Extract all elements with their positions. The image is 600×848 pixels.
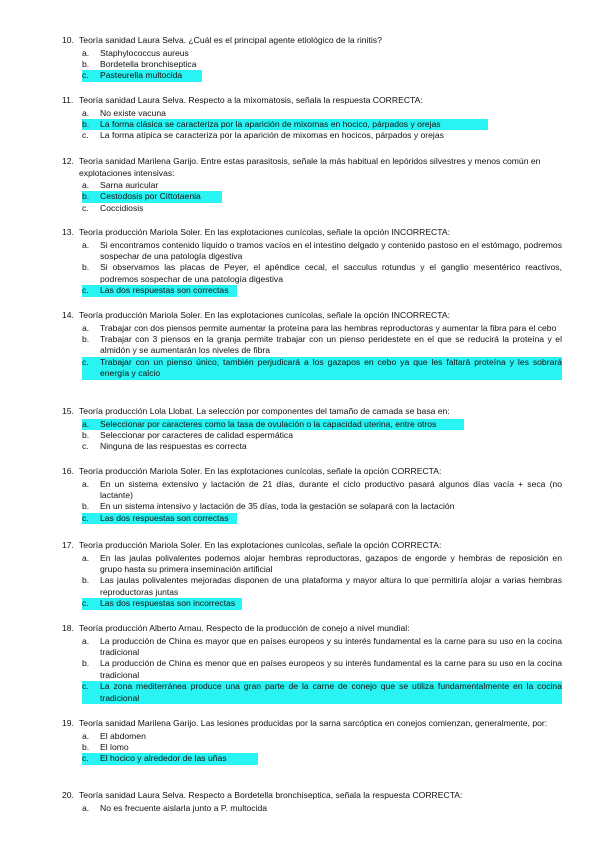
option-text: Trabajar con dos piensos permite aumentar la proteína para las hembras reproductoras y aumentar la fibra para el cebo [100, 322, 557, 333]
question-number: 14. [62, 310, 74, 320]
option-a [82, 48, 562, 59]
option-label: a. [82, 478, 90, 489]
option-label: a. [82, 47, 90, 58]
question-16 [62, 466, 562, 524]
question-number: 13. [62, 227, 74, 237]
option-label: a. [82, 180, 90, 190]
option-label: b. [82, 119, 100, 130]
option-text: Las dos respuestas son correctas [100, 285, 237, 296]
question-number: 15. [62, 406, 74, 416]
option-text: El abdomen [100, 730, 146, 741]
question-text: Teoría producción Alberto Arnau. Respecto de la producción de conejo a nivel mundial: [79, 623, 410, 633]
question-20 [62, 790, 562, 814]
question-number: 19. [62, 718, 74, 728]
option-c [82, 203, 562, 214]
option-a [82, 323, 562, 334]
question-11 [62, 95, 562, 142]
option-c [82, 441, 562, 452]
option-text: Coccidiosis [100, 202, 144, 213]
question-number: 18. [62, 623, 74, 633]
option-b [82, 742, 562, 753]
option-text: En las jaulas polivalentes podemos alojar hembras reproductoras, gazapos de engorde y hembras de reposición en grupo hasta su primera inseminación artificial [100, 552, 562, 574]
option-label: b. [82, 658, 90, 669]
option-label: b. [82, 741, 90, 752]
question-18 [62, 623, 562, 704]
option-text: La producción de China es menor que en países europeos y su interés fundamental es la carne para su uso en la cocina tradicional [100, 658, 562, 680]
option-a [82, 553, 562, 576]
option-label: a. [82, 107, 90, 118]
option-text: Las dos respuestas son incorrectas [100, 598, 242, 609]
question-number: 12. [62, 156, 74, 166]
option-label: c. [82, 681, 100, 704]
question-text: Teoría producción Mariola Soler. En las explotaciones cunícolas, señale la opción INCORRECTA: [79, 227, 450, 237]
option-c-highlighted [82, 70, 202, 81]
question-number: 16. [62, 466, 74, 476]
option-label: a. [82, 730, 90, 741]
option-c-highlighted [82, 598, 242, 609]
option-label: c. [82, 598, 100, 609]
option-text: La zona mediterránea produce una gran parte de la carne de conejo que se utiliza fundamentalmente en la cocina tradicional [100, 681, 562, 703]
option-label: c. [82, 513, 100, 524]
option-c-highlighted [82, 285, 237, 296]
option-label: c. [82, 285, 100, 296]
option-text: La producción de China es mayor que en países europeos y su interés fundamental es la carne para su uso en la cocina tradicional [100, 635, 562, 657]
option-text: La forma clásica se caracteriza por la aparición de mixomas en hocico, párpados y orejas [100, 119, 488, 130]
option-label: b. [82, 501, 90, 512]
option-text: En un sistema intensivo y lactación de 35 días, toda la gestación se solapará con la lactación [100, 501, 455, 512]
option-b [82, 658, 562, 681]
question-number: 20. [62, 790, 74, 800]
option-text: Si encontramos contenido líquido o tramos vacíos en el intestino delgado y contenido pastoso en el estómago, podremos sospechar de una patología digestiva [100, 239, 562, 261]
option-text: Si observamos las placas de Peyer, el apéndice cecal, el sacculus rotundus y el ganglio mesentérico reactivos, podremos sospechar de una patología digestiva [100, 262, 562, 284]
question-number: 11. [62, 95, 74, 105]
option-b-highlighted [82, 191, 222, 202]
option-text: No existe vacuna [100, 107, 166, 118]
option-c-highlighted [82, 753, 258, 764]
option-text: En un sistema extensivo y lactación de 21 días, durante el ciclo productivo pasará algunos días vacía + seca (no lactante) [100, 478, 562, 500]
option-c [82, 130, 562, 141]
question-text: Teoría sanidad Laura Selva. Respecto a Bordetella bronchiseptica, señala la respuesta CORRECTA: [79, 790, 463, 800]
option-label: b. [82, 429, 90, 440]
option-a [82, 240, 562, 263]
option-text: Las jaulas polivalentes mejoradas disponen de una plataforma y mayor altura lo que permitiría alojar a varias hembras reproductoras juntas [100, 575, 562, 597]
question-text: Teoría sanidad Laura Selva. ¿Cuál es el principal agente etiológico de la rinitis? [79, 35, 382, 45]
option-b [82, 334, 562, 357]
option-label: c. [82, 130, 89, 141]
question-text: Teoría producción Lola Llobat. La selección por componentes del tamaño de camada se basa en: [79, 406, 450, 416]
question-12 [62, 156, 562, 214]
question-text: Teoría producción Mariola Soler. En las explotaciones cunícolas, señale la opción INCORRECTA: [79, 310, 450, 320]
option-a [82, 108, 562, 119]
option-label: b. [82, 262, 90, 273]
option-text: Seleccionar por caracteres como la tasa de ovulación o la capacidad uterina, entre otros [100, 419, 464, 430]
question-13 [62, 227, 562, 297]
option-label: a. [82, 239, 90, 250]
option-text: El lomo [100, 741, 129, 752]
option-text: El hocico y alrededor de las uñas [100, 753, 258, 764]
option-a [82, 636, 562, 659]
option-label: a. [82, 552, 90, 563]
question-text: Teoría sanidad Marilena Garijo. Las lesiones producidas por la sarna sarcóptica en conejos comienzan, generalmente, por: [79, 718, 548, 728]
option-b [82, 430, 562, 441]
option-text: Ninguna de las respuestas es correcta [100, 441, 247, 452]
option-text: Cestodosis por Cittotaenia [100, 191, 222, 202]
option-label: a. [82, 802, 90, 813]
question-number: 10. [62, 35, 74, 45]
question-text: Teoría producción Mariola Soler. En las explotaciones cunícolas, señale la opción CORRECTA: [79, 540, 442, 550]
option-text: Bordetella bronchiseptica [100, 58, 197, 69]
option-a [82, 479, 562, 502]
question-text: Teoría producción Mariola Soler. En las explotaciones cunícolas, señale la opción CORRECTA: [79, 466, 442, 476]
option-a [82, 731, 562, 742]
option-label: a. [82, 419, 100, 430]
option-label: b. [82, 333, 90, 344]
option-label: c. [82, 70, 100, 81]
option-label: c. [82, 357, 100, 380]
option-c-highlighted [82, 513, 237, 524]
option-text: Trabajar con un pienso único, también perjudicará a los gazapos en cebo ya que les faltará proteína y les sobrará energía y calcio [100, 356, 562, 379]
question-15 [62, 406, 562, 453]
option-a [82, 180, 562, 191]
option-label: b. [82, 58, 90, 69]
question-text: Teoría sanidad Marilena Garijo. Entre estas parasitosis, señale la más habitual en lepóridos silvestres y menos común en explotaciones intensivas: [79, 156, 541, 178]
option-b-highlighted [82, 119, 488, 130]
option-text: Sarna auricular [100, 180, 159, 190]
option-b [82, 59, 562, 70]
option-a [82, 803, 562, 814]
option-c-highlighted [82, 357, 562, 380]
option-c-highlighted [82, 681, 562, 704]
question-14 [62, 310, 562, 380]
option-b [82, 501, 562, 512]
question-17 [62, 540, 562, 610]
option-b [82, 575, 562, 598]
option-text: Staphylococcus aureus [100, 47, 189, 58]
option-label: c. [82, 441, 89, 452]
question-number: 17. [62, 540, 74, 550]
question-text: Teoría sanidad Laura Selva. Respecto a la mixomatosis, señala la respuesta CORRECTA: [79, 95, 423, 105]
option-text: Seleccionar por caracteres de calidad espermática [100, 429, 293, 440]
option-label: c. [82, 202, 89, 213]
option-text: Pasteurella multocida [100, 70, 202, 81]
option-label: b. [82, 191, 100, 202]
question-19 [62, 718, 562, 765]
option-text: Trabajar con 3 piensos en la granja permite trabajar con un pienso peridestete en el que se reducirá la proteína y el almidón y se aumentarán los niveles de fibra [100, 333, 562, 356]
option-b [82, 262, 562, 285]
question-10 [62, 35, 562, 82]
option-label: b. [82, 575, 90, 586]
option-text: No es frecuente aislarla junto a P. multocida [100, 802, 268, 813]
option-a-highlighted [82, 419, 464, 430]
option-text: La forma atípica se caracteriza por la aparición de mixomas en hocicos, párpados y orejas [100, 130, 444, 141]
option-label: a. [82, 322, 90, 333]
option-label: a. [82, 635, 90, 646]
option-label: c. [82, 753, 100, 764]
option-text: Las dos respuestas son correctas [100, 513, 237, 524]
